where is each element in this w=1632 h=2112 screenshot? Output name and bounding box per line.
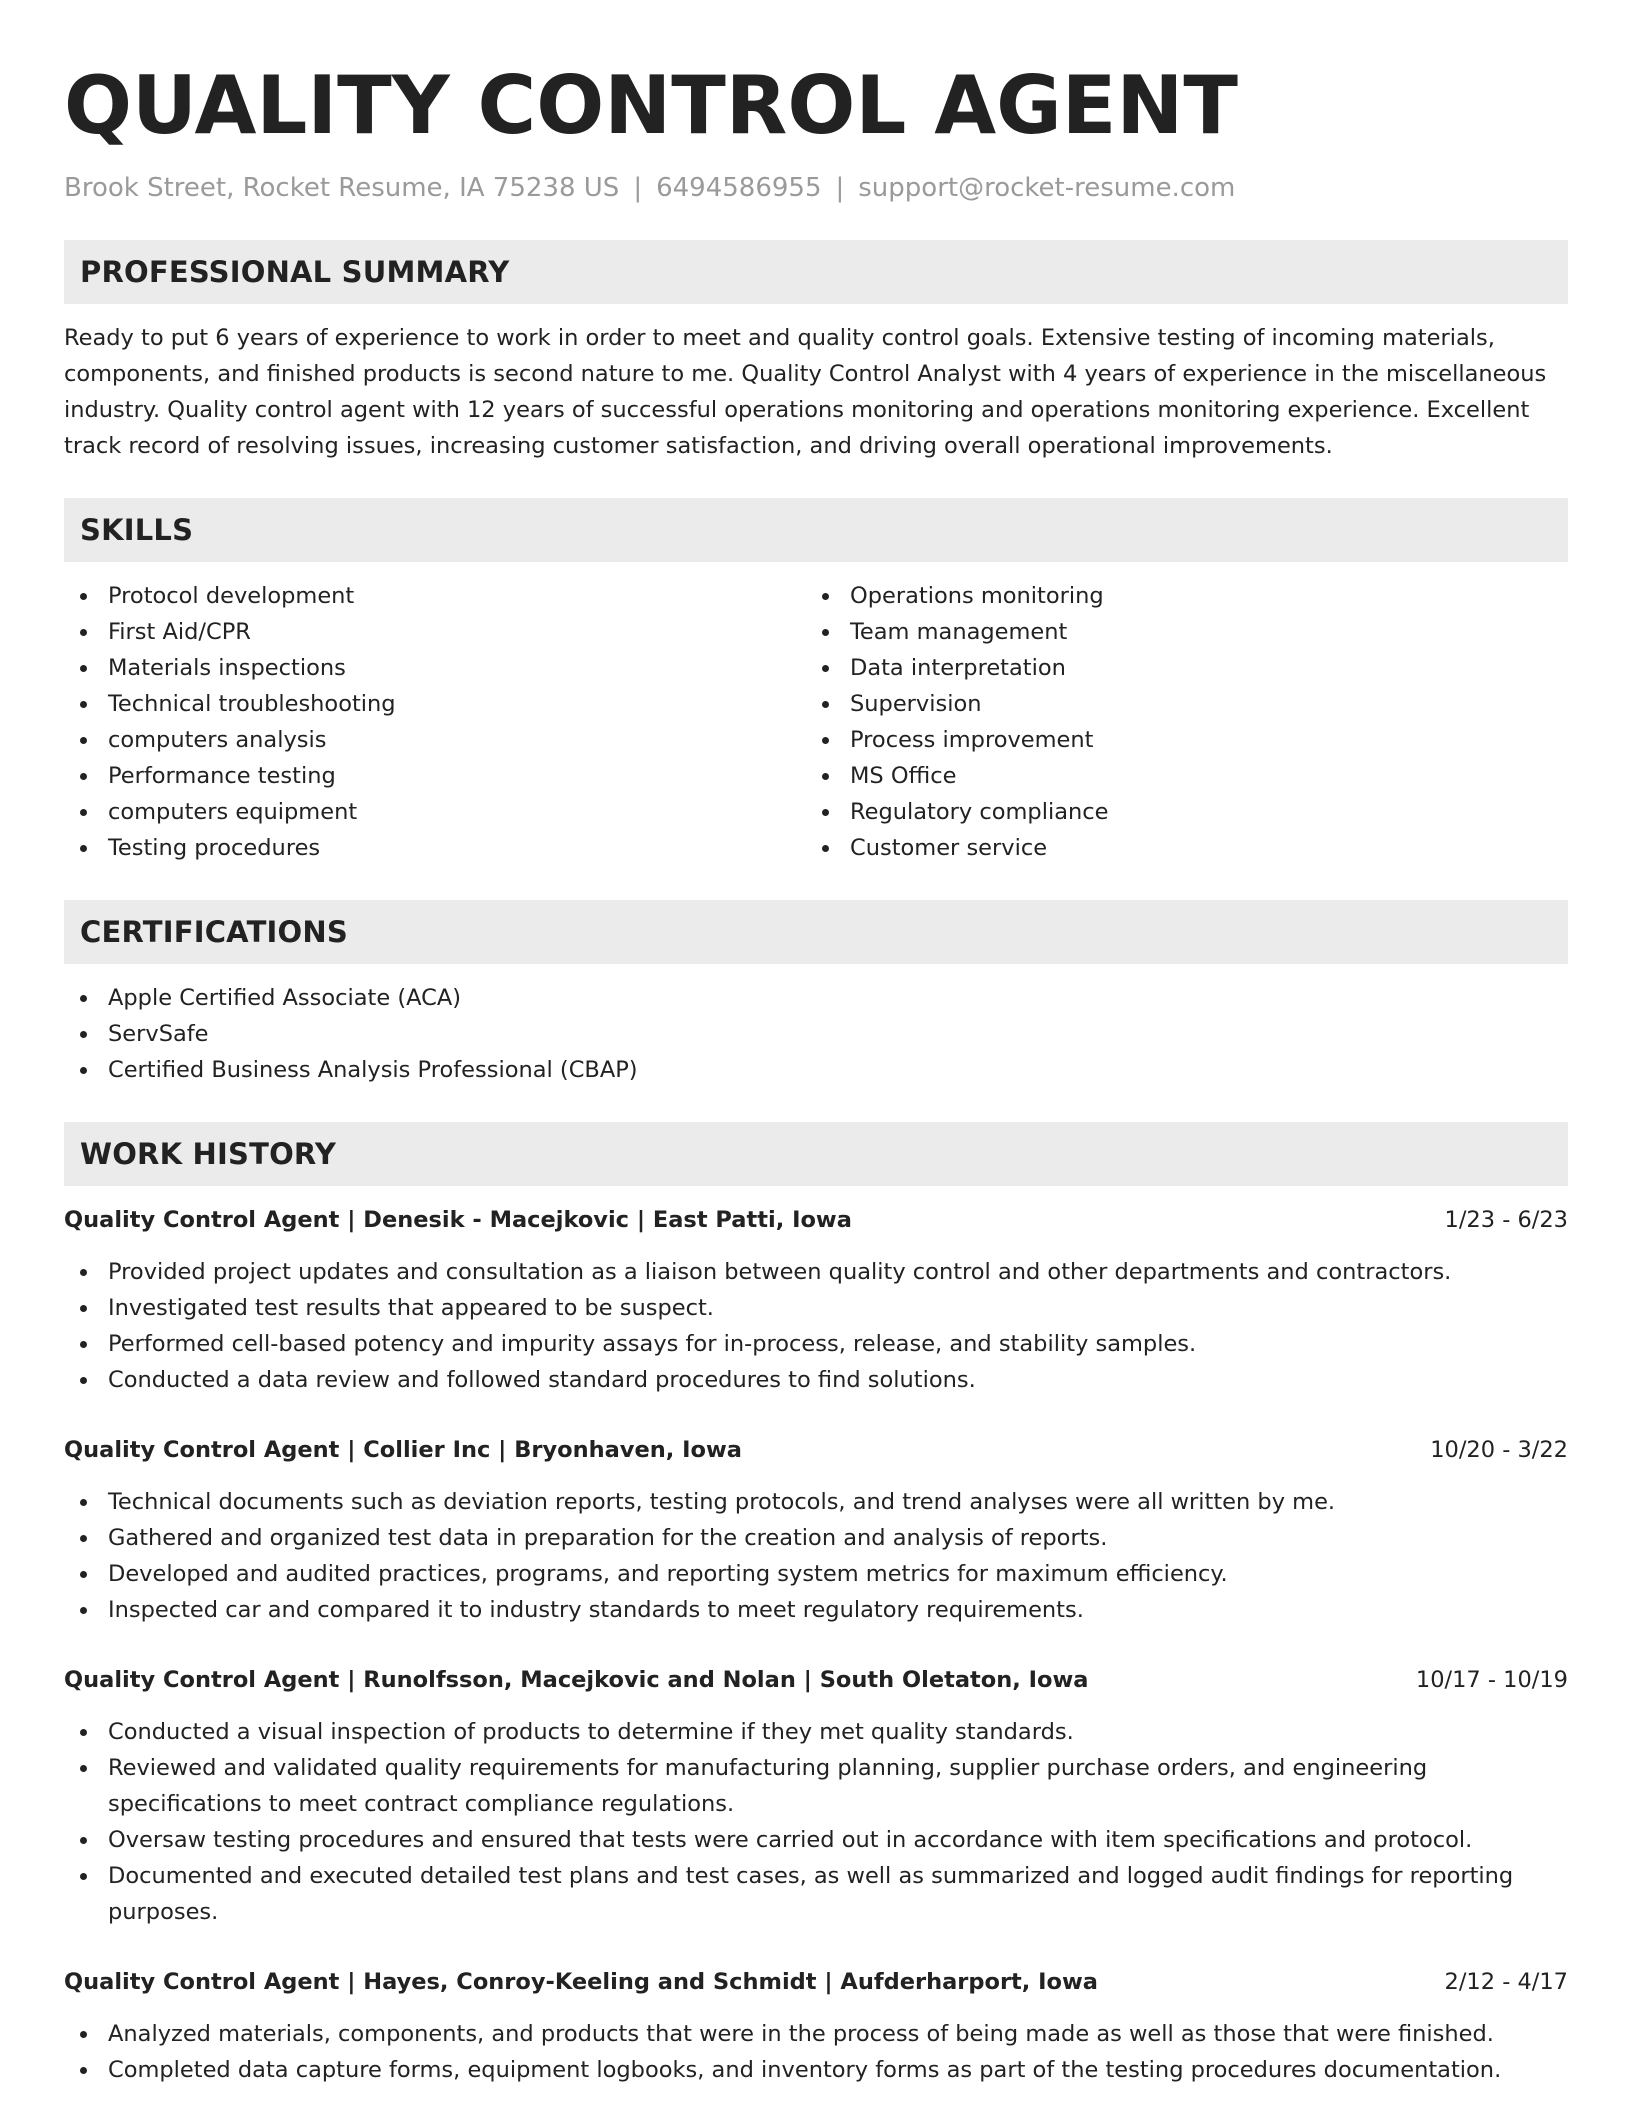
skill-item: First Aid/CPR xyxy=(64,614,806,650)
job-bullet: Oversaw testing procedures and ensured that tests were carried out in accordance with item specifications and protocol. xyxy=(64,1822,1568,1858)
skills-grid xyxy=(64,578,1568,866)
candidate-name: QUALITY CONTROL AGENT xyxy=(64,59,1238,152)
job-title: Quality Control Agent | Runolfsson, Macejkovic and Nolan | South Oletaton, Iowa xyxy=(64,1667,1089,1693)
summary-text: Ready to put 6 years of experience to work in order to meet and quality control goals. Extensive testing of incoming materials, components, and finished products is second nature to me. Quality Control Analyst with 4 years of experience in the miscellaneous industry. Quality control agent with 12 years of successful operations monitoring and operations monitoring experience. Excellent track record of resolving issues, increasing customer satisfaction, and driving overall operational improvements. xyxy=(64,325,1547,459)
job-entry xyxy=(64,1964,1568,2088)
job-title: Quality Control Agent | Hayes, Conroy-Keeling and Schmidt | Aufderharport, Iowa xyxy=(64,1969,1098,1995)
skill-item: Regulatory compliance xyxy=(806,794,1548,830)
job-bullet: Performed cell-based potency and impurity assays for in-process, release, and stability samples. xyxy=(64,1326,1568,1362)
job-entry xyxy=(64,1202,1568,1398)
skills-right-column xyxy=(806,578,1548,866)
job-bullet: Inspected car and compared it to industry standards to meet regulatory requirements. xyxy=(64,1592,1568,1628)
job-title: Quality Control Agent | Collier Inc | Bryonhaven, Iowa xyxy=(64,1437,742,1463)
job-bullet: Gathered and organized test data in preparation for the creation and analysis of reports. xyxy=(64,1520,1568,1556)
certifications-section-header xyxy=(64,900,1568,964)
job-bullet: Provided project updates and consultation as a liaison between quality control and other departments and contractors. xyxy=(64,1254,1568,1290)
job-bullet: Investigated test results that appeared to be suspect. xyxy=(64,1290,1568,1326)
contact-line xyxy=(64,170,1568,206)
certifications-list xyxy=(64,980,1568,1088)
skill-item: Testing procedures xyxy=(64,830,806,866)
certification-item: ServSafe xyxy=(64,1016,1568,1052)
skill-item: Team management xyxy=(806,614,1548,650)
summary-heading: PROFESSIONAL SUMMARY xyxy=(80,255,510,289)
skill-item: Process improvement xyxy=(806,722,1548,758)
job-header xyxy=(64,1964,1568,2000)
job-dates: 1/23 - 6/23 xyxy=(1444,1207,1568,1233)
job-bullets xyxy=(64,2016,1568,2088)
skill-item: computers equipment xyxy=(64,794,806,830)
job-bullets xyxy=(64,1714,1568,1930)
work-section-header xyxy=(64,1122,1568,1186)
work-heading: WORK HISTORY xyxy=(80,1137,337,1171)
job-title: Quality Control Agent | Denesik - Macejkovic | East Patti, Iowa xyxy=(64,1207,852,1233)
contact-separator: | xyxy=(633,173,643,203)
job-dates: 2/12 - 4/17 xyxy=(1444,1969,1568,1995)
job-dates: 10/17 - 10/19 xyxy=(1415,1667,1568,1693)
certification-item: Apple Certified Associate (ACA) xyxy=(64,980,1568,1016)
job-header xyxy=(64,1202,1568,1238)
job-bullet: Conducted a data review and followed standard procedures to find solutions. xyxy=(64,1362,1568,1398)
skill-item: Operations monitoring xyxy=(806,578,1548,614)
skill-item: Data interpretation xyxy=(806,650,1548,686)
job-bullet: Technical documents such as deviation reports, testing protocols, and trend analyses were all written by me. xyxy=(64,1484,1568,1520)
job-bullet: Conducted a visual inspection of products to determine if they met quality standards. xyxy=(64,1714,1568,1750)
skills-section-header xyxy=(64,498,1568,562)
job-header xyxy=(64,1432,1568,1468)
job-bullet: Analyzed materials, components, and products that were in the process of being made as well as those that were finished. xyxy=(64,2016,1568,2052)
contact-phone: 6494586955 xyxy=(656,173,822,203)
job-entry xyxy=(64,1662,1568,1930)
contact-separator: | xyxy=(835,173,845,203)
skill-item: Performance testing xyxy=(64,758,806,794)
skill-item: Customer service xyxy=(806,830,1548,866)
job-entry xyxy=(64,1432,1568,1628)
skill-item: Protocol development xyxy=(64,578,806,614)
job-header xyxy=(64,1662,1568,1698)
job-bullet: Reviewed and validated quality requirements for manufacturing planning, supplier purchase orders, and engineering specifications to meet contract compliance regulations. xyxy=(64,1750,1568,1822)
job-bullet: Completed data capture forms, equipment logbooks, and inventory forms as part of the testing procedures documentation. xyxy=(64,2052,1568,2088)
certification-item: Certified Business Analysis Professional (CBAP) xyxy=(64,1052,1568,1088)
job-bullets xyxy=(64,1484,1568,1628)
skill-item: computers analysis xyxy=(64,722,806,758)
skills-heading: SKILLS xyxy=(80,513,194,547)
job-bullets xyxy=(64,1254,1568,1398)
job-bullet: Documented and executed detailed test plans and test cases, as well as summarized and logged audit findings for reporting purposes. xyxy=(64,1858,1568,1930)
skills-left-column xyxy=(64,578,806,866)
job-bullet: Developed and audited practices, programs, and reporting system metrics for maximum efficiency. xyxy=(64,1556,1568,1592)
contact-address: Brook Street, Rocket Resume, IA 75238 US xyxy=(64,173,620,203)
contact-email[interactable]: support@rocket-resume.com xyxy=(858,173,1236,203)
job-dates: 10/20 - 3/22 xyxy=(1430,1437,1568,1463)
summary-section-header xyxy=(64,240,1568,304)
skill-item: MS Office xyxy=(806,758,1548,794)
skill-item: Materials inspections xyxy=(64,650,806,686)
skill-item: Supervision xyxy=(806,686,1548,722)
certifications-heading: CERTIFICATIONS xyxy=(80,915,348,949)
skill-item: Technical troubleshooting xyxy=(64,686,806,722)
